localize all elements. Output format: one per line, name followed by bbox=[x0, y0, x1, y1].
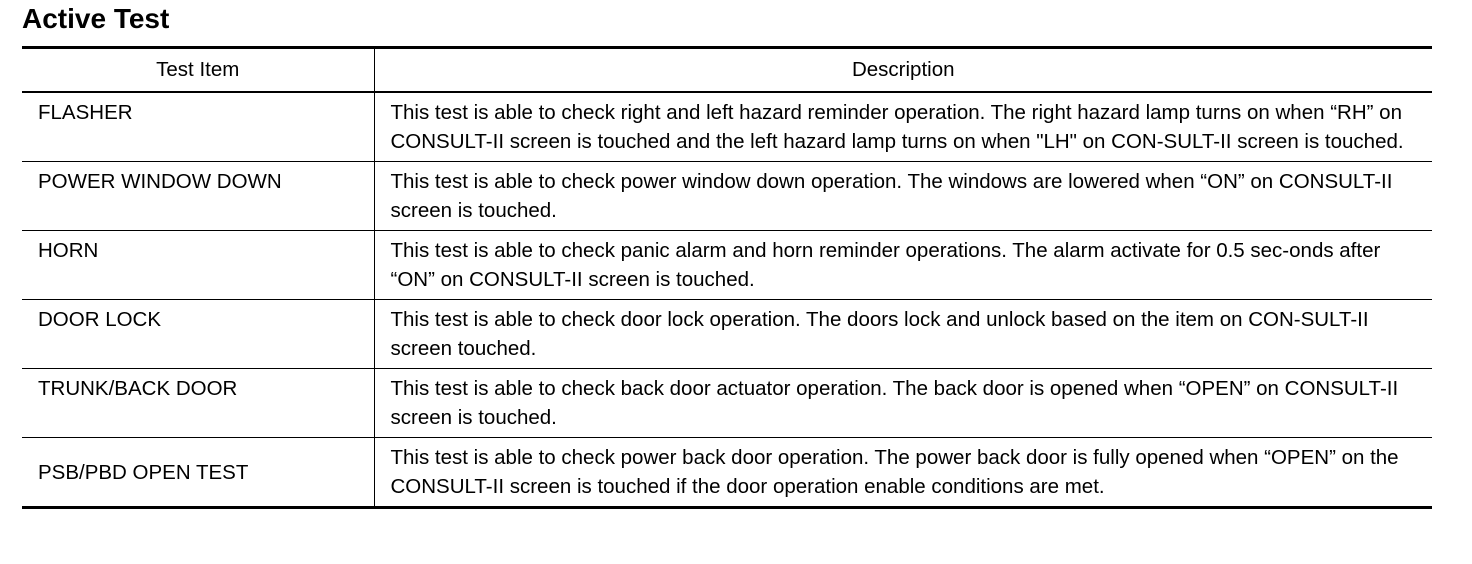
table-row bbox=[22, 300, 1432, 369]
description-cell: This test is able to check right and left hazard reminder operation. The right hazard lamp turns on when “RH” on CONSULT-II screen is touched and the left hazard lamp turns on when "LH" on CON-SULT-II screen is touched. bbox=[374, 92, 1432, 162]
table-row bbox=[22, 162, 1432, 231]
column-header-test-item: Test Item bbox=[22, 48, 374, 93]
description-cell: This test is able to check door lock operation. The doors lock and unlock based on the item on CON-SULT-II screen touched. bbox=[374, 300, 1432, 369]
column-header-description: Description bbox=[374, 48, 1432, 93]
table-row bbox=[22, 231, 1432, 300]
table-row bbox=[22, 369, 1432, 438]
table-header-row bbox=[22, 48, 1432, 93]
page-title: Active Test bbox=[22, 3, 170, 34]
description-cell: This test is able to check panic alarm and horn reminder operations. The alarm activate for 0.5 sec-onds after “ON” on CONSULT-II screen is touched. bbox=[374, 231, 1432, 300]
test-item-cell: FLASHER bbox=[38, 101, 133, 124]
test-item-cell: HORN bbox=[22, 231, 374, 300]
description-cell: This test is able to check power back door operation. The power back door is fully opened when “OPEN” on the CONSULT-II screen is touched if the door operation enable conditions are met. bbox=[374, 438, 1432, 508]
description-cell: This test is able to check back door actuator operation. The back door is opened when “OPEN” on CONSULT-II screen is touched. bbox=[374, 369, 1432, 438]
test-item-cell: POWER WINDOW DOWN bbox=[22, 162, 374, 231]
description-cell: This test is able to check power window down operation. The windows are lowered when “ON” on CONSULT-II screen is touched. bbox=[374, 162, 1432, 231]
active-test-table bbox=[22, 46, 1432, 509]
test-item-cell: PSB/PBD OPEN TEST bbox=[22, 438, 374, 508]
test-item-cell: TRUNK/BACK DOOR bbox=[22, 369, 374, 438]
test-item-cell: DOOR LOCK bbox=[22, 300, 374, 369]
table-row bbox=[22, 92, 1432, 162]
table-row bbox=[22, 438, 1432, 508]
